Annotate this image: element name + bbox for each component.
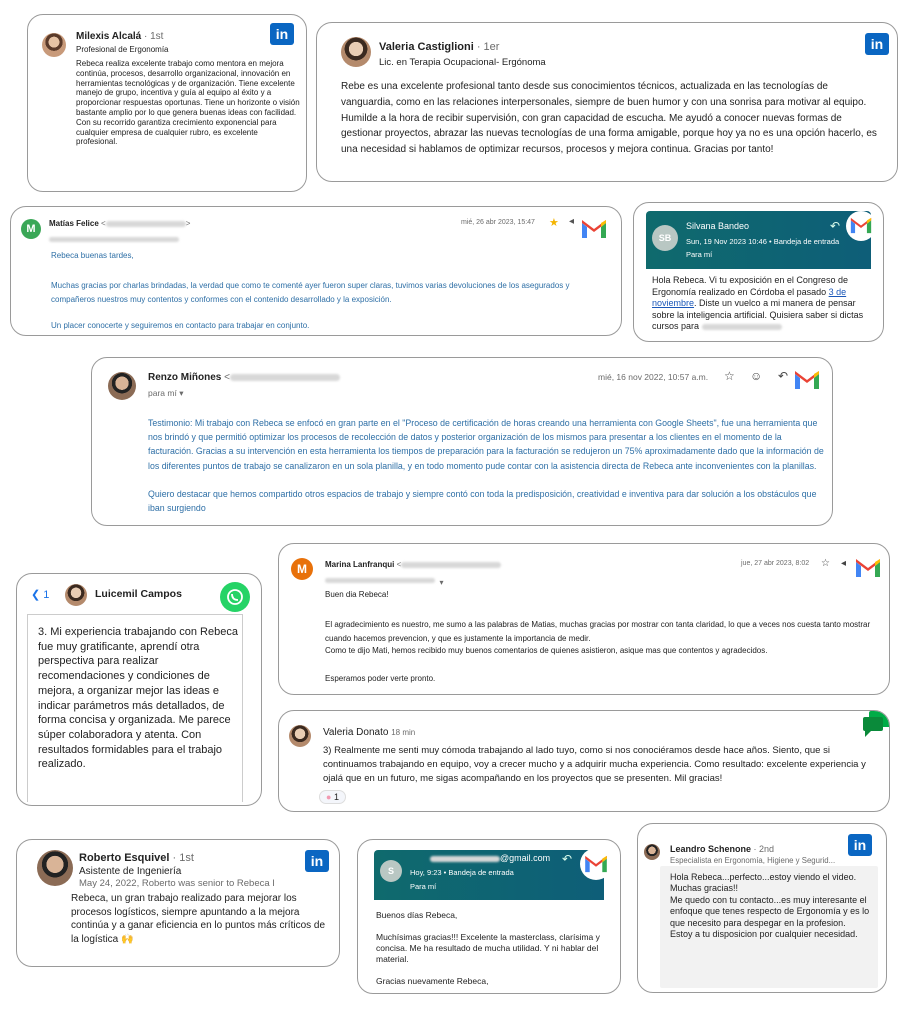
back-button[interactable]: ❮ 1 xyxy=(31,589,50,601)
avatar xyxy=(108,372,136,400)
heart-icon: ● xyxy=(326,792,332,802)
gmail-icon xyxy=(584,855,608,873)
message-bubble xyxy=(27,614,243,802)
email-paragraph: Quiero destacar que hemos compartido otros espacios de trabajo y siempre contó con toda la predisposición, creatividad e inventiva para dar solución a los obstáculos que iban surgiendo xyxy=(148,489,817,514)
sender: Matías Felice < > xyxy=(49,219,191,228)
linkedin-icon: in xyxy=(305,850,329,872)
author-name: Milexis Alcalá · 1st xyxy=(76,31,164,42)
avatar: M xyxy=(291,558,313,580)
email-card-renzo xyxy=(91,357,833,526)
email-date: Hoy, 9:23 • Bandeja de entrada xyxy=(410,868,514,877)
whatsapp-icon xyxy=(220,582,250,612)
avatar xyxy=(42,33,66,57)
author-name: Valeria Castiglioni · 1er xyxy=(379,41,500,53)
gmail-icon xyxy=(581,219,607,239)
message-text: 3) Realmente me senti muy cómoda trabajando al lado tuyo, como si nos conociéramos desde hace años. Siento, que si continuamos trabajando en equipo, voy a crecer mucho y a adquirir mucha experiencia. Como resultado: excelente experiencia y ojalá que en un futuro, me sigas acompañando en los proyectos que se presenten. Mil gracias! xyxy=(323,745,866,784)
email-paragraph: Gracias nuevamente Rebeca, xyxy=(376,976,489,986)
email-card-silvana xyxy=(633,202,884,342)
sender: Valeria Donato 18 min xyxy=(323,727,416,738)
avatar xyxy=(289,725,311,747)
email-paragraph: Como te dijo Mati, hemos recibido muy buenos comentarios de quienes asistieron, asique mas que contentos y agradecidos. xyxy=(325,646,768,655)
author-title: Asistente de Ingeniería xyxy=(79,866,182,877)
email-paragraph: El agradecimiento es nuestro, me sumo a las palabras de Matias, muchas gracias por mostrar con tanta claridad, lo que a veces nos cuesta tanto mostrar cuando hacemos prevencion, y que es justamente la importancia de medir. xyxy=(325,620,871,643)
linkedin-icon: in xyxy=(848,834,872,856)
email-date: mié, 16 nov 2022, 10:57 a.m. xyxy=(598,372,709,382)
email-greeting: Rebeca buenas tardes, xyxy=(51,251,134,260)
email-card-gmail-user xyxy=(357,839,621,994)
email-date: mié, 26 abr 2023, 15:47 xyxy=(461,219,535,226)
email-paragraph: Muchísimas gracias!!! Excelente la masterclass, clarísima y concisa. Me ha resultado de mucha utilidad. Y ni hablar del material. xyxy=(376,932,600,964)
email-paragraph: Testimonio: Mi trabajo con Rebeca se enfocó en gran parte en el "Proceso de certificación de horas creando una herramienta con Google Sheets", fue una herramienta que nos brindó y que permitió optimizar los procesos de recolección de datos y posterior organización de los mismos para presentar a los clientes en el momento de la facturación. Gracias a su intervención en esta herramienta los tiempos de preparación para la facturación se redujeron un 75% aproximadamente dado que la información de los diferentes puntos de trabajo se canalizaron en un sola planilla, y en todo momento pude contar con la asistencia directa de Rebeca ante inconvenientes con la planillas. xyxy=(148,418,824,471)
gmail-badge xyxy=(580,848,612,880)
avatar xyxy=(65,584,87,606)
avatar: S xyxy=(380,860,402,882)
email-greeting: Buen dia Rebeca! xyxy=(325,590,389,599)
gmail-icon xyxy=(855,558,881,578)
sender-name: Silvana Bandeo xyxy=(686,221,750,231)
reply-icon[interactable]: ◂ xyxy=(841,558,847,569)
reply-icon[interactable]: ◂ xyxy=(569,216,575,227)
recommendation-meta: May 24, 2022, Roberto was senior to Rebeca I xyxy=(79,878,275,889)
testimonial-body: Rebeca realiza excelente trabajo como mentora en mejora continúa, procesos, desarrollo organizacional, innovación en herramientas tecnológicas y de organización. Tiene excelente manejo de grupo, incentiva y guía al equipo al éxito y a proporcionar respuestas oportunas. Tiene un horizonte o visión bastante amplio por lo que genera buenas ideas con facilidad. Con su recorrido garantiza crecimiento exponencial para cualquier empresa de cualquier rubro, es excelente profesional. xyxy=(76,59,300,147)
recipient: Para mí xyxy=(410,882,437,891)
message-bubble xyxy=(660,866,878,988)
sender: Marina Lanfranqui < xyxy=(325,560,501,569)
reply-icon[interactable]: ↶ xyxy=(830,219,841,233)
gmail-icon xyxy=(850,217,872,234)
linkedin-icon: in xyxy=(865,33,889,55)
testimonial-body: Rebe es una excelente profesional tanto desde sus conocimientos técnicos, actualizada en las tecnologías de vanguardia, como en las relaciones interpersonales, siempre de buen humor y con una sonrisa para motivar al equipo. Humilde a la hora de recibir supervisión, con gran capacidad de escucha. Me ayudó a conocer nuevas formas de gestionar proyectos, abrazar las nuevas tecnologías de una forma amigable, porque hoy ya no es una opción hacerlo, es una necesidad si hablamos de optimizar recursos, procesos y mejora continua. Gracias por tanto! xyxy=(341,81,877,156)
email-date: jue, 27 abr 2023, 8:02 xyxy=(741,560,810,567)
star-icon[interactable]: ★ xyxy=(549,217,559,229)
emoji-icon[interactable]: ☺ xyxy=(750,369,763,383)
testimonial-card-roberto xyxy=(16,839,340,967)
reply-icon[interactable]: ↶ xyxy=(778,369,789,383)
testimonial-card-milexis xyxy=(27,14,307,192)
linkedin-icon: in xyxy=(270,23,294,45)
avatar xyxy=(341,37,371,67)
google-chat-icon xyxy=(861,711,890,737)
email-paragraph: Esperamos poder verte pronto. xyxy=(325,674,436,683)
author-name: Roberto Esquivel · 1st xyxy=(79,852,194,864)
sender-email: @gmail.com xyxy=(430,853,550,863)
author-title: Especialista en Ergonomía, Higiene y Segurid... xyxy=(670,856,836,865)
author-name: Leandro Schenone · 2nd xyxy=(670,844,775,854)
email-date: Sun, 19 Nov 2023 10:46 • Bandeja de entrada xyxy=(686,237,840,246)
message-text: 3. Mi experiencia trabajando con Rebeca fue muy gratificante, aprendí otra perspectiva para realizar recomendaciones y condiciones de mejora, a organizar mejor las ideas e indicar parámetros más detallados, de forma concisa y organizada. Me parece súper colaboradora y atenta. Con resultados formidables para el trabajo realizado. xyxy=(38,626,238,771)
chat-card-luicemil xyxy=(16,573,262,806)
author-title: Lic. en Terapia Ocupacional- Ergónoma xyxy=(379,57,546,68)
message-text: Hola Rebeca...perfecto...estoy viendo el video. Muchas gracias!! Me quedo con tu contacto...es muy interesante el enfoque que tenes respecto de Ergonomía y es lo que necesito para despegar en la profesion. Estoy a tu disposicion por cualquier necesidad. xyxy=(670,872,870,940)
message-card-leandro xyxy=(637,823,887,993)
recipient: Para mí xyxy=(686,250,713,259)
chat-card-valeria-donato xyxy=(278,710,890,812)
avatar: M xyxy=(21,219,41,239)
recipients-blurred: ▾ xyxy=(325,572,443,590)
avatar xyxy=(37,850,73,886)
email-paragraph: Un placer conocerte y seguiremos en contacto para trabajar en conjunto. xyxy=(51,321,310,330)
email-card-matias xyxy=(10,206,622,336)
email-card-marina xyxy=(278,543,890,695)
testimonial-body: Rebeca, un gran trabajo realizado para mejorar los procesos logísticos, siempre apuntando a la mejora continúa y a ganar eficiencia en lo puntos más críticos de la logística 🙌 xyxy=(71,893,326,945)
sender: Renzo Miñones < xyxy=(148,372,340,383)
testimonial-card-valeria-castiglioni xyxy=(316,22,898,182)
email-greeting: Buenos días Rebeca, xyxy=(376,910,458,920)
gmail-badge xyxy=(846,211,876,241)
recipient[interactable]: para mí ▾ xyxy=(148,388,184,398)
star-icon[interactable]: ☆ xyxy=(724,369,735,383)
gmail-icon xyxy=(794,370,820,390)
star-icon[interactable]: ☆ xyxy=(821,558,830,569)
email-body: Hola Rebeca. Vi tu exposición en el Congreso de Ergonomía realizado en Córdoba el pasado 3 de noviembre. Diste un vuelco a mi manera de pensar sobre la inteligencia artificial. Quisiera saber si dictas cursos para xyxy=(652,275,864,331)
avatar xyxy=(644,844,660,860)
email-paragraph: Muchas gracias por charlas brindadas, la verdad que como te comenté ayer fueron super claras, tuvimos varias devoluciones de los asegurados y compañeros nuestros muy contentos y conformes con el contenido desarrollado y la exposición. xyxy=(51,281,570,304)
author-title: Profesional de Ergonomía xyxy=(76,45,169,54)
reply-icon[interactable]: ↶ xyxy=(562,852,573,866)
avatar: SB xyxy=(652,225,678,251)
date-link[interactable]: 3 de noviembre xyxy=(652,286,847,308)
recipients-blurred xyxy=(49,231,179,249)
contact-name: Luicemil Campos xyxy=(95,588,182,600)
reaction-chip[interactable]: ● 1 xyxy=(319,790,346,804)
